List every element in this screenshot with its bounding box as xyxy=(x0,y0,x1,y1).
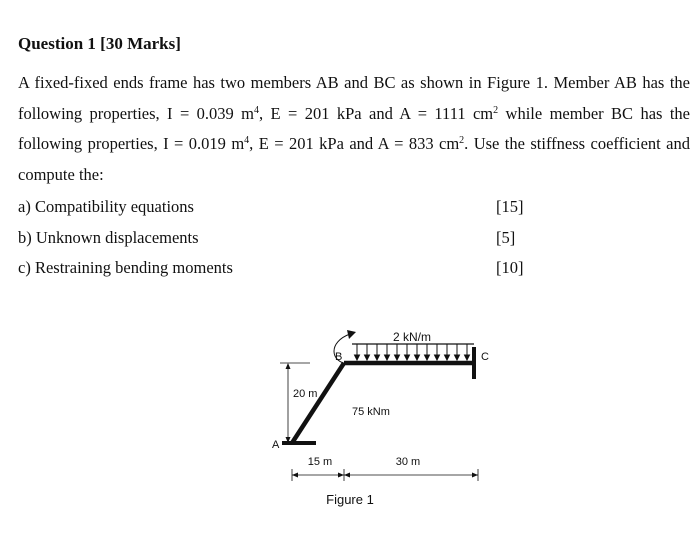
member-ab xyxy=(292,363,344,443)
frame-diagram xyxy=(260,318,500,518)
height-label: 20 m xyxy=(293,388,318,400)
sub-question-b xyxy=(18,223,690,254)
moment-arrowhead xyxy=(347,330,356,339)
load-label: 2 kN/m xyxy=(392,330,432,344)
superscript: 2 xyxy=(493,104,499,116)
sub-question-label: a) Compatibility equations xyxy=(18,197,194,216)
question-statement xyxy=(18,68,690,190)
superscript: 4 xyxy=(254,104,260,116)
sub-question-list xyxy=(18,192,690,284)
question-title: Question 1 [30 Marks] xyxy=(18,34,181,53)
statement-part-5: . Use the stiffness coefficient and compute the: xyxy=(18,134,690,184)
question-document xyxy=(18,34,690,284)
superscript: 2 xyxy=(459,135,465,146)
sub-question-c xyxy=(18,253,690,284)
node-a-label: A xyxy=(272,439,280,451)
span-dimension xyxy=(292,469,478,481)
span-bc-label: 30 m xyxy=(395,456,421,468)
sub-question-a xyxy=(18,192,690,223)
figure-caption: Figure 1 xyxy=(326,492,374,507)
statement-part-2: , E = 201 kPa and A = 1111 cm xyxy=(259,103,494,123)
statement-part-1: A fixed-fixed ends frame has two members AB and BC as shown in Figure 1. Member AB has the following properties, I = 0.039 m xyxy=(18,73,690,123)
frame-figure xyxy=(260,318,500,518)
superscript: 4 xyxy=(244,135,250,146)
moment-label: 75 kNm xyxy=(352,406,390,418)
sub-question-marks: [15] xyxy=(496,197,524,216)
distributed-load xyxy=(352,344,474,360)
node-b-label: B xyxy=(335,351,343,363)
sub-question-marks: [10] xyxy=(496,258,524,277)
sub-question-label: c) Restraining bending moments xyxy=(18,258,233,277)
node-c-label: C xyxy=(481,351,489,363)
sub-question-marks: [5] xyxy=(496,227,516,247)
sub-question-label: b) Unknown displacements xyxy=(18,227,199,247)
span-ab-label: 15 m xyxy=(307,456,333,468)
statement-part-3: while member BC has the following properties, I = 0.019 m xyxy=(18,103,690,153)
statement-part-4: , E = 201 kPa and A = 833 cm xyxy=(249,134,460,153)
height-dimension xyxy=(280,363,310,443)
